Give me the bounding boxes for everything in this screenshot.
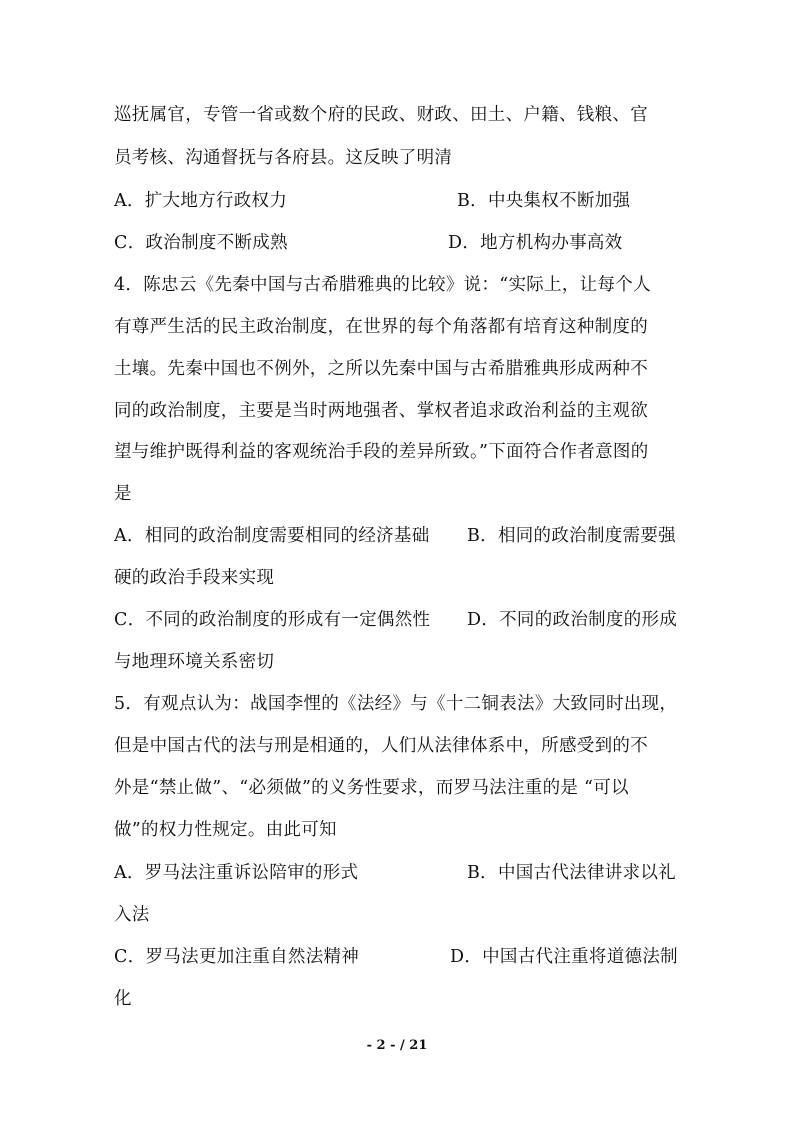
q5-option-d: D．中国古代注重将道德法制 [450, 947, 678, 967]
q5-options-row-1 [114, 859, 686, 887]
q3-option-a: A．扩大地方行政权力 [114, 191, 288, 211]
q4-stem-line-5: 望与维护既得利益的客观统治手段的差异所致。”下面符合作者意图的 [114, 442, 649, 462]
q5-options-row-2 [114, 943, 686, 971]
q4-stem-line-3: 土壤。先秦中国也不例外，之所以先秦中国与古希腊雅典形成两种不 [114, 359, 648, 379]
q5-stem-line-1: 5．有观点认为：战国李悝的《法经》与《十二铜表法》大致同时出现， [114, 694, 678, 714]
q4-stem-line-6: 是 [114, 484, 132, 504]
q5-option-b-continuation: 入法 [114, 905, 150, 925]
q5-option-d-continuation: 化 [114, 989, 132, 1009]
q4-options-row-2 [114, 606, 686, 634]
q3-option-c: C．政治制度不断成熟 [114, 233, 288, 253]
q4-option-b-continuation: 硬的政治手段来实现 [114, 568, 275, 588]
q5-stem-line-2: 但是中国古代的法与刑是相通的，人们从法律体系中，所感受到的不 [114, 736, 648, 756]
q4-option-a: A．相同的政治制度需要相同的经济基础 [114, 526, 430, 546]
q5-stem-line-3: 外是“禁止做”、“必须做”的义务性要求，而罗马法注重的是 “可以 [114, 778, 629, 798]
q4-stem-line-1: 4．陈忠云《先秦中国与古希腊雅典的比较》说：“实际上，让每个人 [114, 275, 651, 295]
q4-options-row-1 [114, 522, 686, 550]
q4-option-d-continuation: 与地理环境关系密切 [114, 652, 275, 672]
q4-option-b: B．相同的政治制度需要强 [467, 526, 676, 546]
q5-option-b: B．中国古代法律讲求以礼 [467, 863, 676, 883]
page-number: - 2 - / 21 [366, 1038, 428, 1053]
q4-stem-line-4: 同的政治制度，主要是当时两地强者、掌权者追求政治利益的主观欲 [114, 401, 648, 421]
q3-continuation-line-2: 员考核、沟通督抚与各府县。这反映了明清 [114, 148, 453, 168]
q3-option-b: B．中央集权不断加强 [457, 191, 631, 211]
q5-option-a: A．罗马法注重诉讼陪审的形式 [114, 863, 359, 883]
q5-stem-line-4: 做”的权力性规定。由此可知 [114, 820, 337, 840]
q3-continuation-line-1: 巡抚属官，专管一省或数个府的民政、财政、田土、户籍、钱粮、官 [114, 105, 648, 125]
q3-options-row-2 [114, 229, 686, 257]
q4-stem-line-2: 有尊严生活的民主政治制度，在世界的每个角落都有培育这种制度的 [114, 317, 648, 337]
q5-option-c: C．罗马法更加注重自然法精神 [114, 947, 360, 967]
q3-options-row-1 [114, 187, 686, 215]
q3-option-d: D．地方机构办事高效 [448, 233, 623, 253]
q4-option-d: D．不同的政治制度的形成 [467, 610, 678, 630]
q4-option-c: C．不同的政治制度的形成有一定偶然性 [114, 610, 431, 630]
